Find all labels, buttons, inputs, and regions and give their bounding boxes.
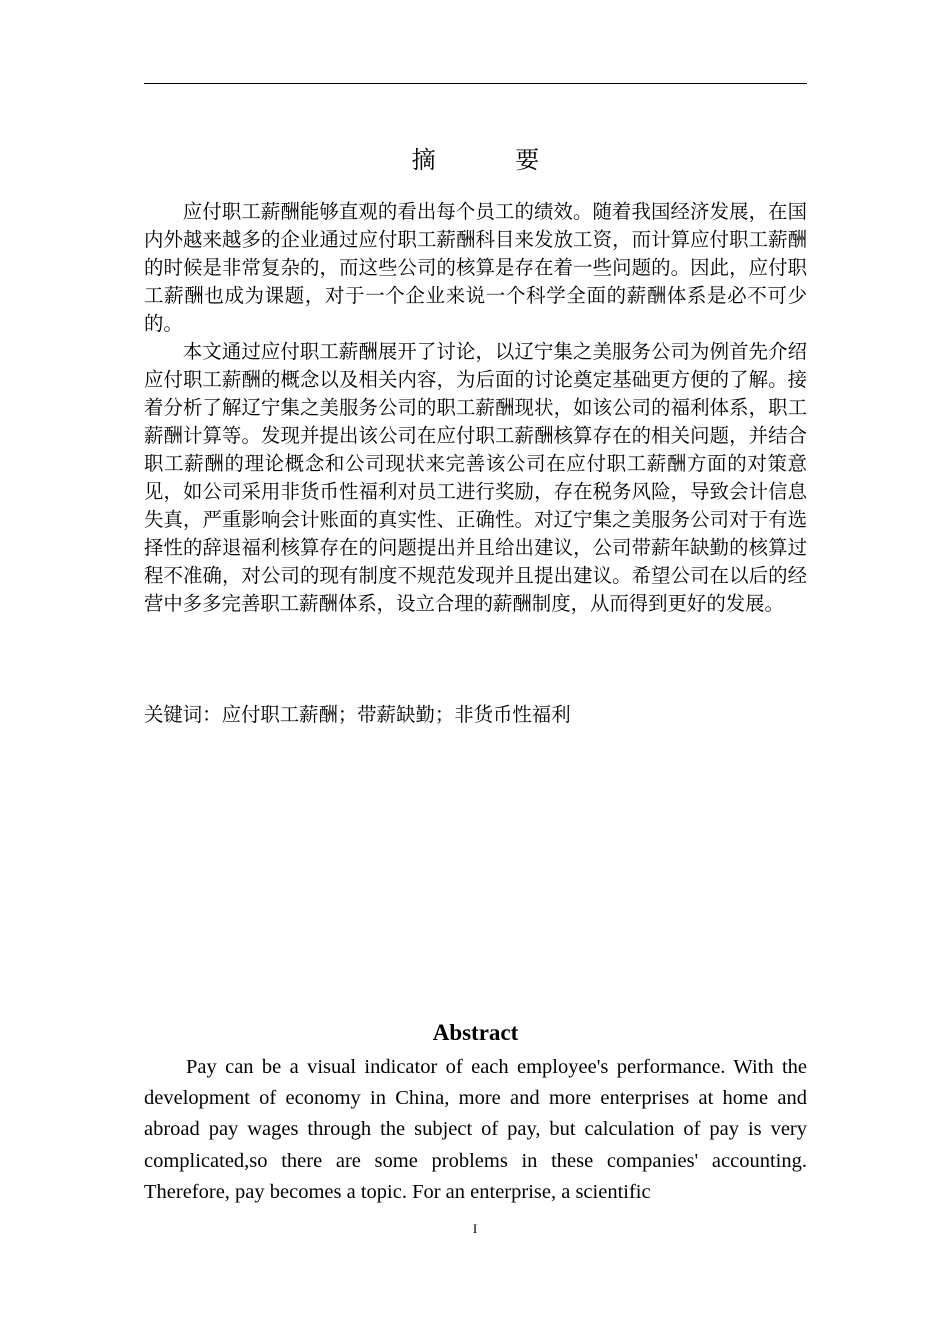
en-abstract-paragraph: Pay can be a visual indicator of each employee's performance. With the development of economy in China, more and more enterprises at home and abroad pay wages through the subject of pay, but calculation of pay is very complicated,so there are some problems in these companies' accounting. Therefore, pay becomes a topic. For an enterprise, a scientific: [144, 1056, 807, 1203]
cn-keywords: [144, 701, 807, 729]
cn-abstract-paragraph: 应付职工薪酬能够直观的看出每个员工的绩效。随着我国经济发展，在国内外越来越多的企业通过应付职工薪酬科目来发放工资，而计算应付职工薪酬的时候是非常复杂的，而这些公司的核算是存在着一些问题的。因此，应付职工薪酬也成为课题，对于一个企业来说一个科学全面的薪酬体系是必不可少的。: [144, 200, 807, 335]
cn-abstract-body: [144, 198, 807, 618]
cn-abstract-paragraph: 本文通过应付职工薪酬展开了讨论，以辽宁集之美服务公司为例首先介绍应付职工薪酬的概念以及相关内容，为后面的讨论奠定基础更方便的了解。接着分析了解辽宁集之美服务公司的职工薪酬现状，如该公司的福利体系，职工薪酬计算等。发现并提出该公司在应付职工薪酬核算存在的相关问题，并结合职工薪酬的理论概念和公司现状来完善该公司在应付职工薪酬方面的对策意见，如公司采用非货币性福利对员工进行奖励，存在税务风险，导致会计信息失真，严重影响会计账面的真实性、正确性。对辽宁集之美服务公司对于有选择性的辞退福利核算存在的问题提出并且给出建议，公司带薪年缺勤的核算过程不准确，对公司的现有制度不规范发现并且提出建议。希望公司在以后的经营中多多完善职工薪酬体系，设立合理的薪酬制度，从而得到更好的发展。: [144, 340, 807, 615]
en-abstract-title: Abstract: [432, 1020, 519, 1045]
cn-abstract-title: 摘 要: [411, 146, 576, 174]
keywords-label: 关键词：: [144, 703, 222, 726]
header-rule: [144, 83, 807, 84]
page-number: I: [472, 1221, 478, 1236]
en-abstract-body: [144, 1052, 807, 1208]
keywords-value: 应付职工薪酬；带薪缺勤；非货币性福利: [221, 703, 571, 726]
